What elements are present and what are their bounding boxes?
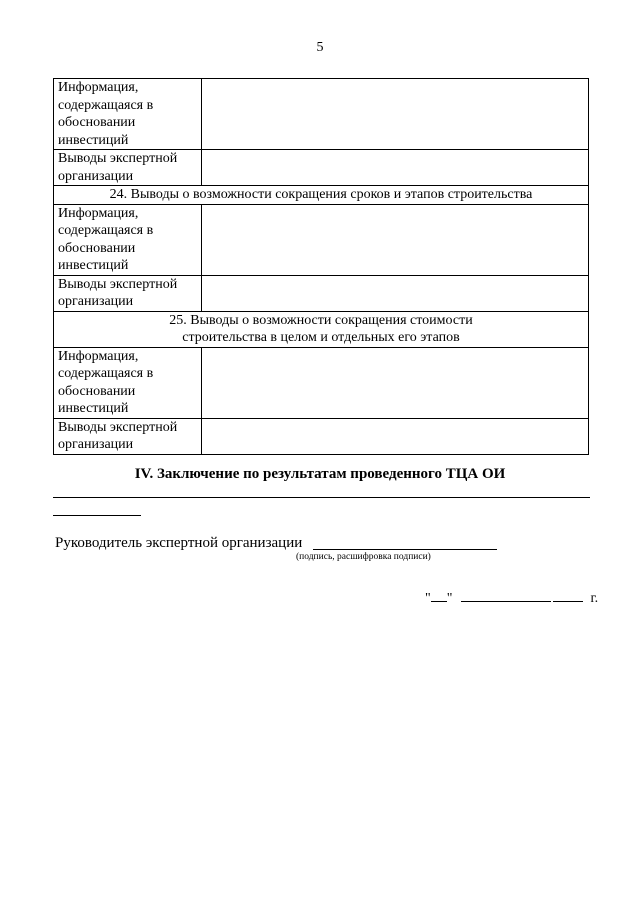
date-day-blank [431,588,447,602]
section-heading-25 [54,311,589,347]
date-year-suffix: г. [590,591,599,606]
table-row [54,347,589,418]
row-label: Выводы экспертной организации [54,418,202,454]
section-heading-row [54,186,589,205]
row-label: Информация, содержащаяся в обосновании инвестиций [54,347,202,418]
signature-line [313,549,497,550]
date-month-blank [461,588,551,602]
table-row [54,275,589,311]
table-row [54,79,589,150]
section-heading-25-line2: строительства в целом и отдельных его этапов [182,330,460,345]
row-label: Информация, содержащаяся в обосновании инвестиций [54,204,202,275]
row-label: Информация, содержащаяся в обосновании инвестиций [54,79,202,150]
row-value-cell [202,79,589,150]
signature-caption: (подпись, расшифровка подписи) [296,552,431,562]
table-row [54,418,589,454]
conclusion-blank-line-short [53,515,141,516]
signature-row [55,535,302,552]
row-value-cell [202,418,589,454]
signature-label: Руководитель экспертной организации [55,535,303,551]
row-value-cell [202,347,589,418]
row-value-cell [202,150,589,186]
date-row [425,588,598,607]
section-heading-row [54,311,589,347]
table-row [54,204,589,275]
date-open-quote: " [425,591,431,606]
row-value-cell [202,204,589,275]
table-row [54,150,589,186]
row-label: Выводы экспертной организации [54,275,202,311]
expert-conclusion-table [53,78,589,455]
row-value-cell [202,275,589,311]
conclusion-blank-line [53,497,590,498]
date-year-blank [553,588,583,602]
date-close-quote: " [446,591,453,606]
section-heading-25-line1: 25. Выводы о возможности сокращения стоимости [169,312,473,328]
page-number: 5 [316,40,324,55]
conclusion-heading: IV. Заключение по результатам проведенного ТЦА ОИ [134,466,506,482]
section-heading-24: 24. Выводы о возможности сокращения сроков и этапов строительства [54,186,589,205]
row-label: Выводы экспертной организации [54,150,202,186]
